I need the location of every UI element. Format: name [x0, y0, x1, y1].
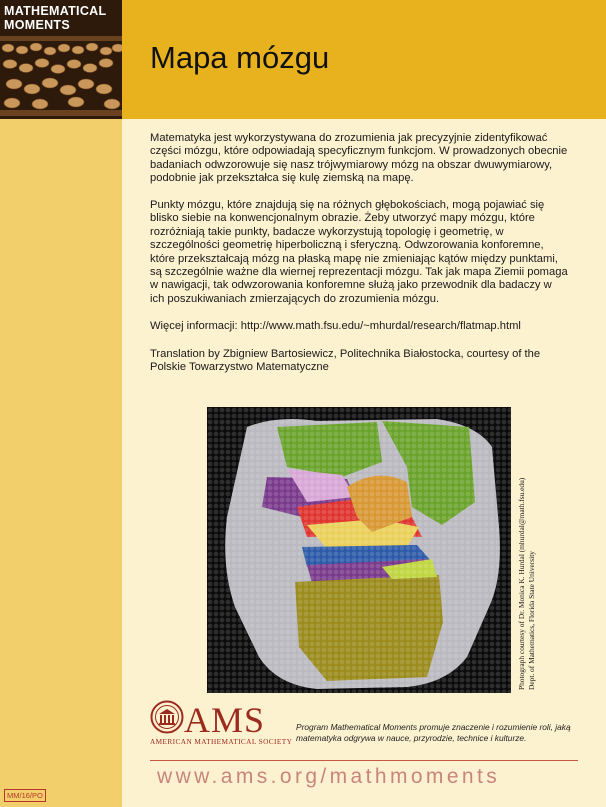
brand-line-1: MATHEMATICAL — [4, 4, 107, 18]
ams-society-name: AMERICAN MATHEMATICAL SOCIETY — [150, 737, 293, 746]
brand-wordmark — [4, 4, 106, 32]
ams-emblem-icon — [150, 700, 184, 734]
main-text — [150, 132, 568, 388]
photo-credit-line-2: Dept. of Mathematics, Florida State University — [527, 551, 536, 690]
paragraph-intro: Matematyka jest wykorzystywana do zrozumienia jak precyzyjnie zidentyfikować części mózgu, które odpowiadają specyficznym funkcjom. W prowadzonych obecnie badaniach odwzorowuje się nasz trójwymiarowy mózg na obszar dwuwymiarowy, podobnie jak przekształca się kulę ziemską na mapę. — [150, 132, 568, 185]
ams-wordmark: AMS — [184, 700, 266, 740]
program-description: Program Mathematical Moments promuje znaczenie i rozumienie roli, jaką matematyka odgrywa w nauce, przyrodzie, technice i kulturze. — [296, 722, 571, 743]
left-strip — [0, 0, 122, 807]
paragraph-details: Punkty mózgu, które znajdują się na różnych głębokościach, mogą pojawiać się blisko siebie na konwencjonalnym obrazie. Żeby utworzyć mapy mózgu, które rozróżniają takie punkty, badacze wykorzystują topologię i geometrię, w szczególności geometrię hiperboliczną i sferyczną. Odwzorowania konforemne, które przekształcają mózg na płaską mapę nie zmieniając kątów między punktami, są szczególnie ważne dla wiernej reprezentacji mózgu. Tak jak mapa Ziemii pomaga w nawigacji, tak odwzorowania konforemne służą jako przewodnik dla badaczy w ich poszukiwaniach zmierzających do zrozumienia mózgu. — [150, 199, 568, 305]
brain-map-image — [207, 407, 511, 693]
brand-line-2: MOMENTS — [4, 18, 70, 32]
photo-credit — [511, 407, 551, 693]
translation-note: Translation by Zbigniew Bartosiewicz, Politechnika Białostocka, courtesy of the Polskie Towarzystwo Matematyczne — [150, 348, 541, 374]
page-title: Mapa mózgu — [150, 40, 330, 75]
more-info-link[interactable]: Więcej informacji: http://www.math.fsu.edu/~mhurdal/research/flatmap.html — [150, 319, 521, 332]
brain-map-figure — [207, 407, 511, 693]
photo-credit-line-1: Photograph courtesy of Dr. Monica K. Hurdal (mhurdal@math.fsu.edu) — [517, 477, 526, 690]
footer-url[interactable]: www.ams.org/mathmoments — [157, 765, 501, 788]
footer-divider — [150, 760, 578, 761]
document-code: MM/16/PO — [4, 789, 46, 802]
abacus-photo — [0, 0, 122, 119]
